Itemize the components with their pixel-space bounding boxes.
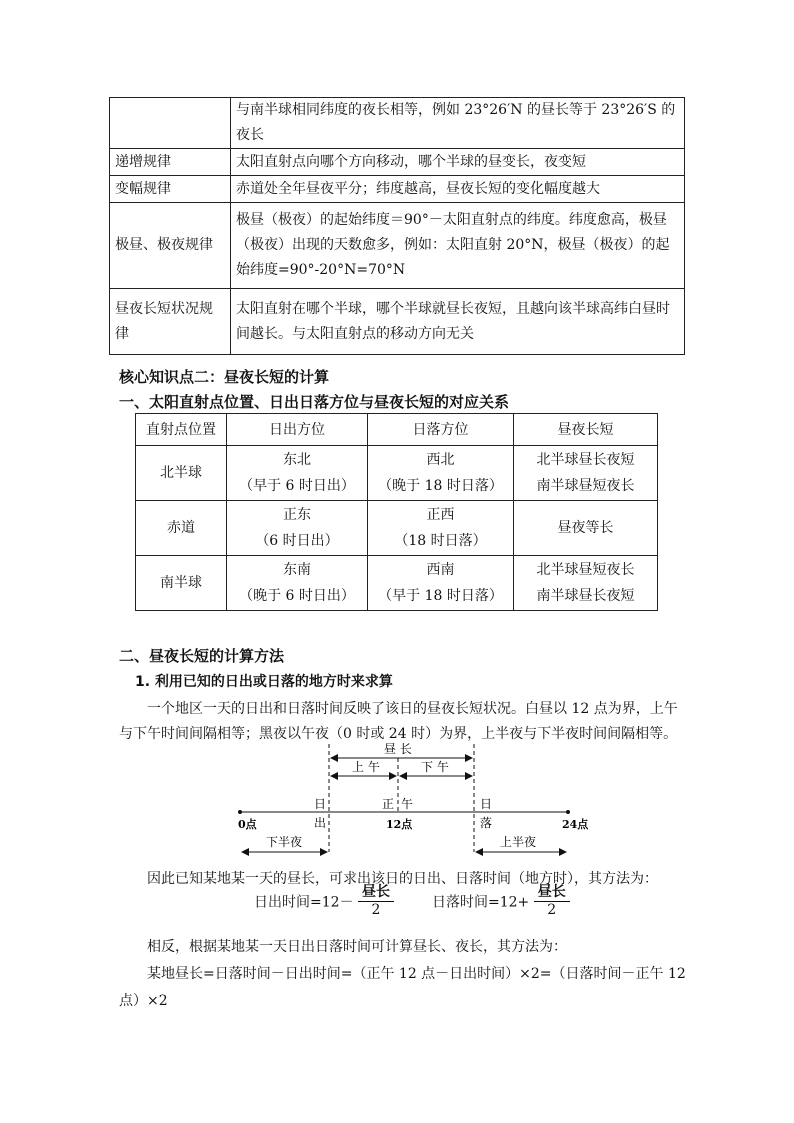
day-night-timeline-diagram [230, 740, 600, 860]
early-night-label: 上半夜 [500, 835, 537, 849]
sunrise-label: 日 [314, 797, 327, 811]
section-title: 核心知识点二：昼夜长短的计算 [119, 368, 330, 386]
sunrise-note: （晚于 6 时日出） [239, 588, 355, 604]
sunset-direction: 西北 [426, 452, 455, 468]
sunrise-note: （6 时日出） [255, 533, 339, 549]
paragraph-line: 某地昼长=日落时间－日出时间=（正午 12 点－日出时间）×2=（日落时间－正午 12 [147, 966, 686, 982]
table-row [110, 176, 685, 203]
fraction-denominator: 2 [371, 902, 381, 918]
sunrise-direction: 东南 [283, 562, 311, 578]
table-row [136, 556, 658, 611]
table-row [110, 203, 685, 289]
paragraph-line: 因此已知某地某一天的昼长，可求出该日的日出、日落时间（地方时），其方法为： [147, 871, 658, 887]
sunset-note: （18 时日落） [394, 533, 487, 549]
paragraph-line: 点）×2 [119, 993, 168, 1009]
daynight-line: 昼夜等长 [557, 520, 614, 536]
rule-text: 赤道处全年昼夜平分；纬度越高，昼夜长短的变化幅度越大 [231, 176, 685, 203]
rules-table [109, 97, 685, 355]
afternoon-label: 下 午 [421, 760, 449, 774]
sunrise-direction: 东北 [283, 452, 311, 468]
rule-label: 昼夜长短状况规律 [110, 289, 231, 355]
sunrise-label: 出 [314, 816, 327, 830]
sunrise-direction: 正东 [283, 507, 311, 523]
day-length-label: 昼 长 [384, 742, 412, 756]
sunset-label: 日 [480, 797, 493, 811]
cell-sunrise [227, 446, 368, 501]
sunset-note: （早于 18 时日落） [378, 588, 503, 604]
sunset-direction: 西南 [426, 562, 455, 578]
rule-label: 变幅规律 [110, 176, 231, 203]
daynight-line: 南半球昼长夜短 [536, 588, 635, 604]
tick-label-24: 24点 [562, 818, 589, 831]
paragraph-line: 相反，根据某地某一天日出日落时间可计算昼长、夜长，其方法为： [147, 939, 567, 955]
rule-text: 太阳直射在哪个半球，哪个半球就昼长夜短，且越向该半球高纬白昼时间越长。与太阳直射点的移动方向无关 [231, 289, 685, 355]
column-header: 昼夜长短 [514, 414, 658, 446]
sunset-label: 落 [480, 816, 493, 830]
late-night-label: 下半夜 [266, 835, 303, 849]
rule-text: 太阳直射点向哪个方向移动，哪个半球的昼变长，夜变短 [231, 149, 685, 176]
sun-position-table [135, 413, 658, 611]
daynight-line: 北半球昼长夜短 [536, 452, 635, 468]
table-row [110, 149, 685, 176]
cell-daynight [514, 501, 658, 556]
table-row [136, 446, 658, 501]
rule-text: 与南半球相同纬度的夜长相等，例如 23°26′N 的昼长等于 23°26′S 的夜长 [231, 98, 685, 149]
morning-label: 上 午 [352, 760, 380, 774]
formula-text: 日落时间=12+ [432, 894, 530, 911]
daynight-line: 南半球昼短夜长 [536, 478, 635, 494]
sunset-direction: 正西 [426, 507, 455, 523]
cell-sunrise [227, 501, 368, 556]
fraction-numerator: 昼长 [358, 884, 394, 902]
subsection-title: 二、昼夜长短的计算方法 [119, 647, 285, 665]
cell-position: 南半球 [136, 556, 227, 611]
sunset-note: （晚于 18 时日落） [378, 478, 503, 494]
axis-start-dot [238, 810, 242, 814]
column-header: 日出方位 [227, 414, 368, 446]
table-row [110, 98, 685, 149]
axis-end-dot [566, 810, 570, 814]
rule-text: 极昼（极夜）的起始纬度＝90°－太阳直射点的纬度。纬度愈高，极昼（极夜）出现的天数愈多，例如：太阳直射 20°N，极昼（极夜）的起始纬度=90°-20°N=70°N [231, 203, 685, 289]
column-header: 日落方位 [368, 414, 514, 446]
cell-sunset [368, 501, 514, 556]
rule-label: 极昼、极夜规律 [110, 203, 231, 289]
table-row [136, 501, 658, 556]
rule-label [110, 98, 231, 149]
formula-fraction [358, 884, 394, 919]
fraction-numerator: 昼长 [534, 884, 570, 902]
cell-position: 赤道 [136, 501, 227, 556]
fraction-denominator: 2 [547, 902, 557, 918]
cell-sunset [368, 446, 514, 501]
sunrise-note: （早于 6 时日出） [239, 478, 355, 494]
column-header: 直射点位置 [136, 414, 227, 446]
table-row [110, 289, 685, 355]
table-header-row [136, 414, 658, 446]
sunrise-formula [254, 884, 394, 919]
cell-sunrise [227, 556, 368, 611]
cell-daynight [514, 556, 658, 611]
cell-position: 北半球 [136, 446, 227, 501]
rule-label: 递增规律 [110, 149, 231, 176]
cell-sunset [368, 556, 514, 611]
tick-label-0: 0点 [238, 818, 257, 831]
noon-label: 午 [401, 797, 414, 811]
daynight-line: 北半球昼短夜长 [536, 562, 635, 578]
formula-fraction [534, 884, 570, 919]
sunset-formula [432, 884, 570, 919]
formula-text: 日出时间=12－ [254, 894, 354, 911]
paragraph-line: 与下午时间间隔相等；黑夜以午夜（0 时或 24 时）为界，上半夜与下半夜时间间隔相等。 [119, 726, 678, 742]
subsection-title: 一、太阳直射点位置、日出日落方位与昼夜长短的对应关系 [119, 393, 510, 411]
method-title: 1. 利用已知的日出或日落的地方时来求算 [135, 674, 393, 690]
tick-label-12: 12点 [386, 818, 413, 831]
cell-daynight [514, 446, 658, 501]
noon-label: 正 [382, 797, 395, 811]
paragraph-line: 一个地区一天的日出和日落时间反映了该日的昼夜长短状况。白昼以 12 点为界，上午 [147, 701, 678, 717]
